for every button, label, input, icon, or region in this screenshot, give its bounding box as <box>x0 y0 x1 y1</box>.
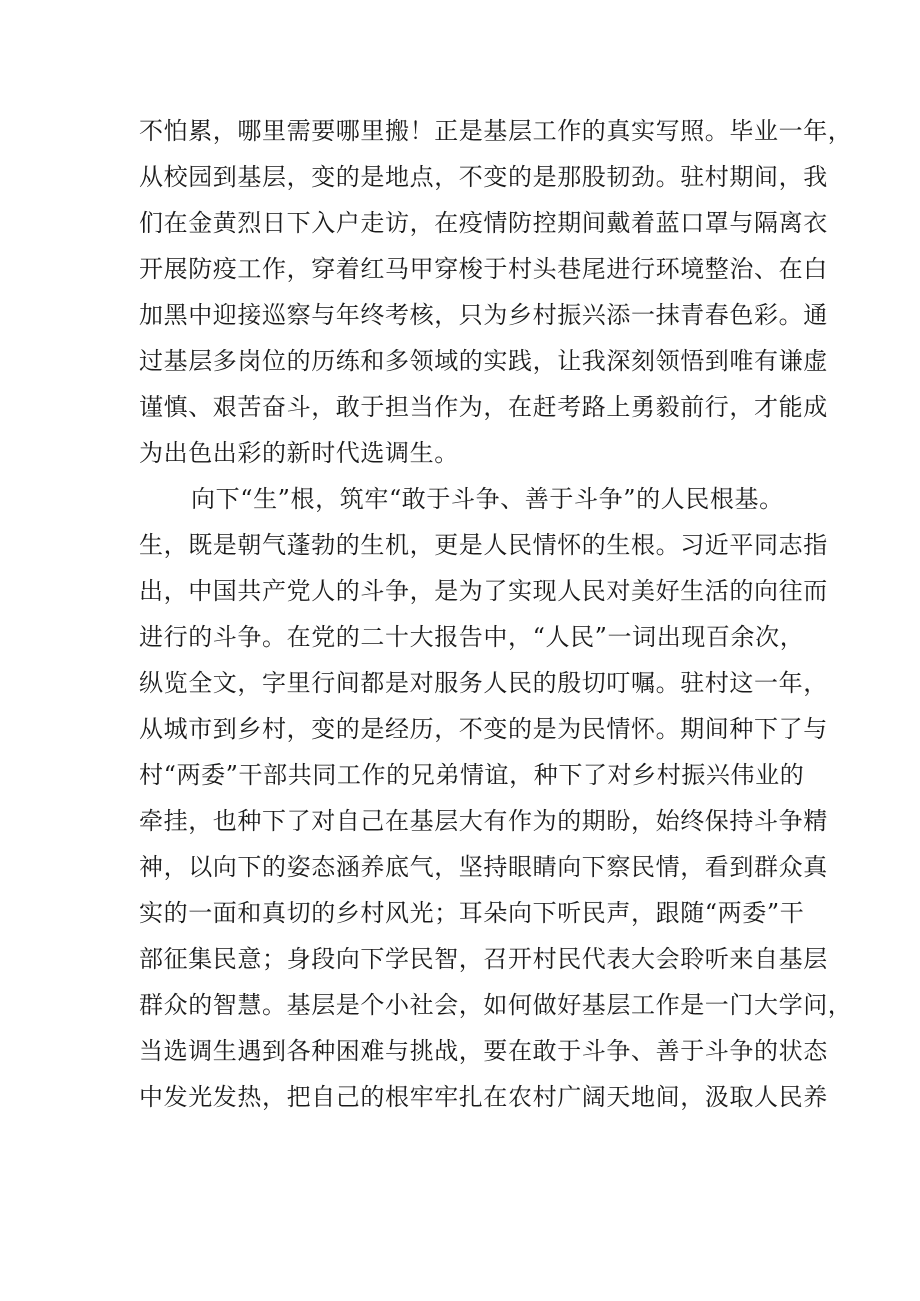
text-line: 群众的智慧。基层是个小社会，如何做好基层工作是一门大学问， <box>139 991 853 1019</box>
text-line: 谨慎、艰苦奋斗，敢于担当作为，在赶考路上勇毅前行，才能成 <box>139 393 828 421</box>
text-line: 进行的斗争。在党的二十大报告中，“人民”一词出现百余次， <box>139 623 805 651</box>
text-line: 神，以向下的姿态涵养底气，坚持眼睛向下察民情，看到群众真 <box>139 853 828 881</box>
text-line: 过基层多岗位的历练和多领域的实践，让我深刻领悟到唯有谦虚 <box>139 347 828 375</box>
text-line: 从城市到乡村，变的是经历，不变的是为民情怀。期间种下了与 <box>139 715 828 743</box>
text-line: 出，中国共产党人的斗争，是为了实现人民对美好生活的向往而 <box>139 577 828 605</box>
text-line: 加黑中迎接巡察与年终考核，只为乡村振兴添一抹青春色彩。通 <box>139 301 828 329</box>
paragraph-heading-line: 向下“生”根，筑牢“敢于斗争、善于斗争”的人民根基。 <box>191 485 784 513</box>
body-text <box>139 108 853 1120</box>
text-line: 不怕累，哪里需要哪里搬！正是基层工作的真实写照。毕业一年， <box>139 117 853 145</box>
text-line: 生，既是朝气蓬勃的生机，更是人民情怀的生根。习近平同志指 <box>139 531 828 559</box>
text-line: 为出色出彩的新时代选调生。 <box>139 439 459 467</box>
text-line: 部征集民意；身段向下学民智，召开村民代表大会聆听来自基层 <box>139 945 828 973</box>
text-line: 实的一面和真切的乡村风光；耳朵向下听民声，跟随“两委”干 <box>139 899 805 927</box>
text-line: 当选调生遇到各种困难与挑战，要在敢于斗争、善于斗争的状态 <box>139 1037 828 1065</box>
text-line: 从校园到基层，变的是地点，不变的是那股韧劲。驻村期间，我 <box>139 163 828 191</box>
text-line: 们在金黄烈日下入户走访，在疫情防控期间戴着蓝口罩与隔离衣 <box>139 209 828 237</box>
text-line: 中发光发热，把自己的根牢牢扎在农村广阔天地间，汲取人民养 <box>139 1083 828 1111</box>
text-line: 村“两委”干部共同工作的兄弟情谊，种下了对乡村振兴伟业的 <box>139 761 805 789</box>
text-line: 开展防疫工作，穿着红马甲穿梭于村头巷尾进行环境整治、在白 <box>139 255 828 283</box>
text-line: 牵挂，也种下了对自己在基层大有作为的期盼，始终保持斗争精 <box>139 807 828 835</box>
text-line: 纵览全文，字里行间都是对服务人民的殷切叮嘱。驻村这一年， <box>139 669 828 697</box>
